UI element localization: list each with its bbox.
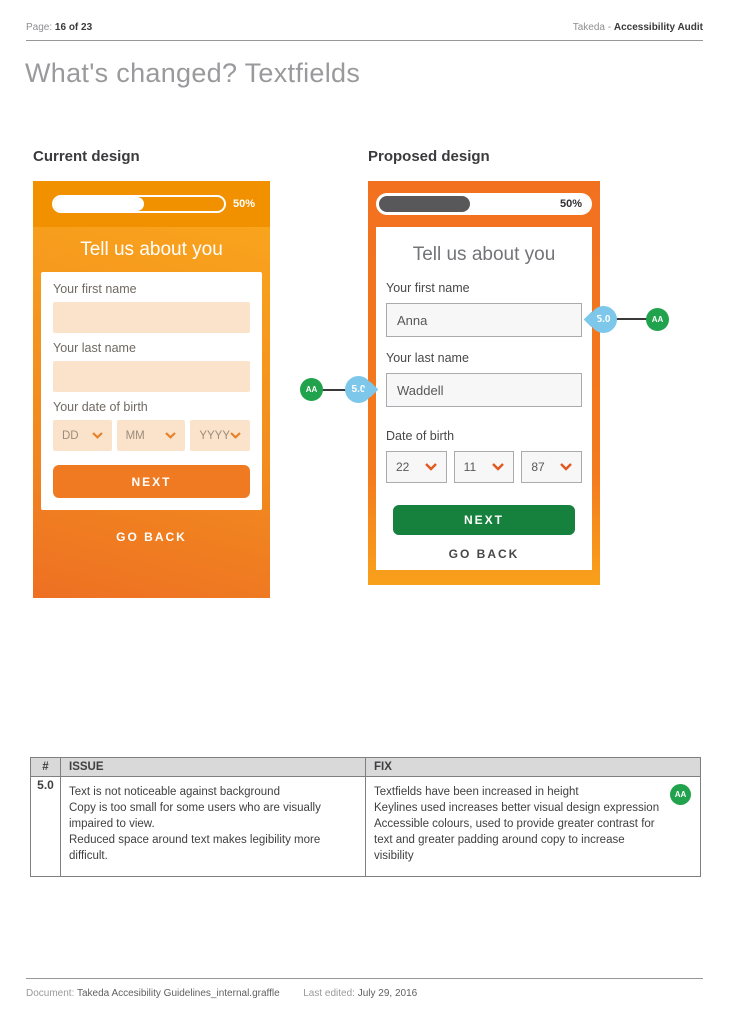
table-header-issue: ISSUE: [61, 758, 366, 777]
annotation-connector-line: [616, 318, 647, 320]
current-dob-month-select[interactable]: [117, 420, 186, 451]
annotation-ref-text: 5.0: [351, 384, 366, 395]
current-header-bar: [33, 181, 270, 227]
footer-doc-value: Takeda Accesibility Guidelines_internal.graffle: [76, 988, 280, 999]
proposed-form-title: Tell us about you: [412, 244, 556, 265]
current-design-mockup: [33, 181, 270, 598]
fix-line: Keylines used increases better visual design expression: [374, 802, 660, 815]
aa-badge-text: AA: [651, 315, 664, 324]
proposed-header-bar: [368, 181, 600, 227]
proposed-dob-row: [386, 451, 582, 483]
proposed-go-back-button[interactable]: GO BACK: [448, 547, 520, 561]
proposed-progress-label: 50%: [559, 198, 582, 210]
current-last-name-label: Your last name: [53, 341, 136, 355]
audit-name: Accessibility Audit: [613, 22, 703, 33]
proposed-last-name-value: Waddell: [397, 382, 444, 398]
chevron-down-icon: [492, 463, 504, 471]
current-last-name-input[interactable]: [53, 361, 250, 392]
current-form-card: [41, 272, 262, 510]
aa-badge-text: AA: [674, 789, 687, 799]
current-next-button[interactable]: NEXT: [53, 465, 250, 498]
issue-fix-table: [30, 757, 701, 877]
footer-doc-label: Document:: [26, 988, 75, 999]
annotation-ref-bubble: [345, 376, 372, 403]
current-dob-day-value: DD: [62, 429, 79, 442]
annotation-connector-line: [322, 389, 347, 391]
footer-edited-value: July 29, 2016: [357, 988, 418, 999]
page-number-label: Page:: [26, 22, 53, 33]
table-header-number: #: [31, 758, 61, 777]
chevron-down-icon: [165, 432, 176, 439]
chevron-down-icon: [425, 463, 437, 471]
current-design-heading: Current design: [33, 148, 140, 165]
current-dob-row: [53, 420, 250, 451]
aa-contrast-badge: [300, 378, 323, 401]
annotation-ref-bubble: [590, 306, 617, 333]
current-dob-month-value: MM: [125, 429, 145, 442]
table-header-row: [31, 758, 701, 777]
proposed-dob-day-select[interactable]: [386, 451, 447, 483]
current-dob-day-select[interactable]: [53, 420, 112, 451]
fix-line: Accessible colours, used to provide greater contrast for text and greater padding around copy to increase visibility: [374, 818, 655, 863]
proposed-dob-month-value: 11: [463, 460, 477, 474]
proposed-progress-fill: [379, 196, 470, 212]
table-row: [31, 777, 701, 877]
chevron-down-icon: [230, 432, 241, 439]
aa-badge-text: AA: [305, 385, 318, 394]
page-footer: [26, 988, 417, 999]
annotation-ref-text: 5.0: [596, 314, 611, 325]
aa-contrast-badge: [646, 308, 669, 331]
fix-cell: [366, 777, 701, 877]
current-form-title: Tell us about you: [80, 239, 223, 260]
current-first-name-label: Your first name: [53, 282, 137, 296]
current-progress-label: 50%: [233, 198, 256, 210]
proposed-first-name-value: Anna: [397, 312, 428, 328]
current-dob-year-value: YYYY: [199, 429, 230, 442]
proposed-screen-body: [376, 227, 592, 570]
chevron-down-icon: [92, 432, 103, 439]
header-divider: [26, 40, 703, 41]
proposed-design-heading: Proposed design: [368, 148, 490, 165]
current-dob-year-select[interactable]: [190, 420, 250, 451]
proposed-dob-day-value: 22: [396, 460, 410, 474]
proposed-first-name-input[interactable]: [386, 303, 582, 337]
document-title: [573, 22, 703, 40]
page-number: [26, 22, 92, 40]
proposed-design-mockup: [368, 181, 600, 585]
page-number-value: 16 of 23: [54, 22, 93, 33]
row-number: 5.0: [31, 777, 61, 877]
proposed-dob-label: Date of birth: [386, 429, 455, 443]
current-dob-label: Your date of birth: [53, 400, 148, 414]
footer-edited-label: Last edited:: [303, 988, 355, 999]
current-progress-fill: [54, 197, 144, 211]
fix-line: Textfields have been increased in height: [374, 786, 579, 798]
proposed-first-name-label: Your first name: [386, 281, 470, 295]
proposed-dob-year-value: 87: [531, 460, 545, 474]
footer-divider: [26, 978, 703, 979]
page-header: [26, 22, 703, 40]
current-first-name-input[interactable]: [53, 302, 250, 333]
issue-cell: [61, 777, 366, 877]
proposed-next-button[interactable]: NEXT: [393, 505, 575, 535]
proposed-dob-year-select[interactable]: [521, 451, 582, 483]
issue-line: Text is not noticeable against background: [69, 786, 280, 798]
proposed-dob-month-select[interactable]: [454, 451, 515, 483]
current-go-back-button[interactable]: GO BACK: [116, 530, 187, 544]
proposed-progress-bar: [376, 193, 592, 215]
current-screen-body: [33, 227, 270, 598]
issue-line: Copy is too small for some users who are visually impaired to view.: [69, 802, 321, 831]
chevron-down-icon: [560, 463, 572, 471]
table-header-fix: FIX: [366, 758, 701, 777]
aa-contrast-badge: [670, 784, 691, 805]
issue-line: Reduced space around text makes legibility more difficult.: [69, 834, 321, 863]
brand-name: Takeda -: [572, 22, 614, 33]
proposed-last-name-input[interactable]: [386, 373, 582, 407]
page-heading: What's changed? Textfields: [25, 58, 361, 88]
proposed-last-name-label: Your last name: [386, 351, 469, 365]
current-progress-bar: [52, 195, 226, 213]
